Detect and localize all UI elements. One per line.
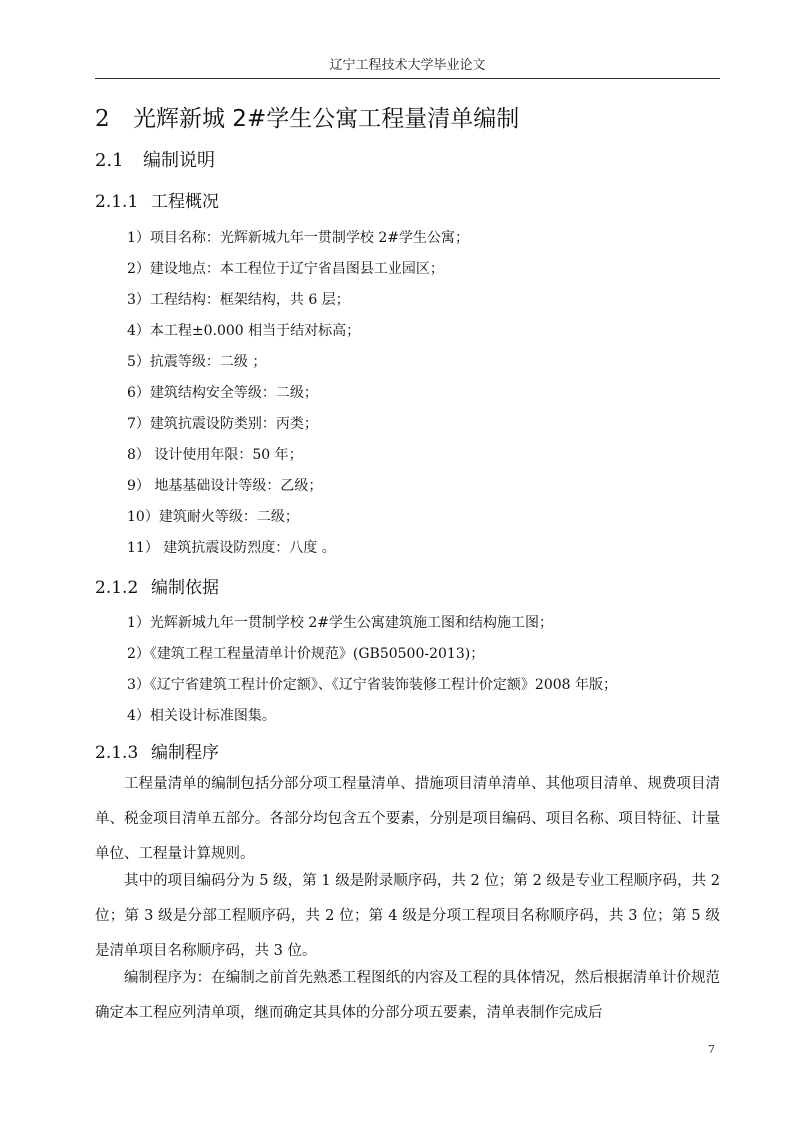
header-rule (95, 78, 720, 79)
subsection-title: 编制程序 (151, 743, 219, 763)
section-title: 编制说明 (143, 150, 215, 171)
list-item: 9） 地基基础设计等级：乙级； (127, 478, 323, 494)
list-item: 1）项目名称：光辉新城九年一贯制学校 2#学生公寓； (127, 230, 469, 246)
list-item: 3）《辽宁省建筑工程计价定额》、《辽宁省装饰装修工程计价定额》2008 年版； (127, 677, 617, 693)
subsection-number: 2.1.3 (95, 743, 139, 763)
subsection-title: 工程概况 (151, 192, 219, 212)
chapter-heading (95, 100, 519, 133)
body-paragraph: 其中的项目编码分为 5 级，第 1 级是附录顺序码，共 2 位；第 2 级是专业工程顺序码，共 2 位；第 3 级是分部工程顺序码，共 2 位；第 4 级是分项工程项目名称顺序码，共 3 位；第 5 级是清单项目名称顺序码，共 3 位。 (95, 873, 720, 959)
list-item: 4）本工程±0.000 相当于结对标高； (127, 323, 361, 339)
list-item: 10）建筑耐火等级：二级； (127, 509, 299, 525)
list-item: 11） 建筑抗震设防烈度：八度 。 (127, 540, 336, 556)
chapter-title: 光辉新城 2#学生公寓工程量清单编制 (133, 106, 520, 132)
list-item: 4）相关设计标准图集。 (127, 708, 276, 724)
list-item: 1）光辉新城九年一贯制学校 2#学生公寓建筑施工图和结构施工图； (127, 615, 553, 631)
subsection-number: 2.1.1 (95, 192, 139, 212)
list-item: 2）建设地点：本工程位于辽宁省昌图县工业园区； (127, 261, 444, 277)
list-item: 3）工程结构：框架结构，共 6 层； (127, 292, 350, 308)
section-heading (95, 146, 215, 172)
chapter-number: 2 (95, 106, 110, 132)
subsection-heading-basis (95, 573, 219, 598)
body-paragraph: 编制程序为：在编制之前首先熟悉工程图纸的内容及工程的具体情况，然后根据清单计价规范确定本工程应列清单项，继而确定其具体的分部分项五要素，清单表制作完成后 (95, 970, 720, 1021)
body-paragraph: 工程量清单的编制包括分部分项工程量清单、措施项目清单清单、其他项目清单、规费项目清单、税金项目清单五部分。各部分均包含五个要素，分别是项目编码、项目名称、项目特征、计量单位、工程量计算规则。 (95, 776, 720, 862)
subsection-heading-procedure (95, 738, 219, 763)
page-number: 7 (708, 1043, 715, 1056)
list-item: 8） 设计使用年限：50 年； (127, 447, 303, 463)
page-header: 辽宁工程技术大学毕业论文 (329, 58, 486, 73)
list-item: 5）抗震等级：二级 ； (127, 354, 267, 370)
subsection-number: 2.1.2 (95, 578, 139, 598)
list-item: 2）《建筑工程工程量清单计价规范》(GB50500-2013)； (127, 646, 485, 662)
subsection-heading-overview (95, 187, 219, 212)
list-item: 6）建筑结构安全等级：二级； (127, 385, 318, 401)
list-item: 7）建筑抗震设防类别：丙类； (127, 416, 318, 432)
subsection-title: 编制依据 (151, 578, 219, 598)
section-number: 2.1 (95, 150, 124, 171)
